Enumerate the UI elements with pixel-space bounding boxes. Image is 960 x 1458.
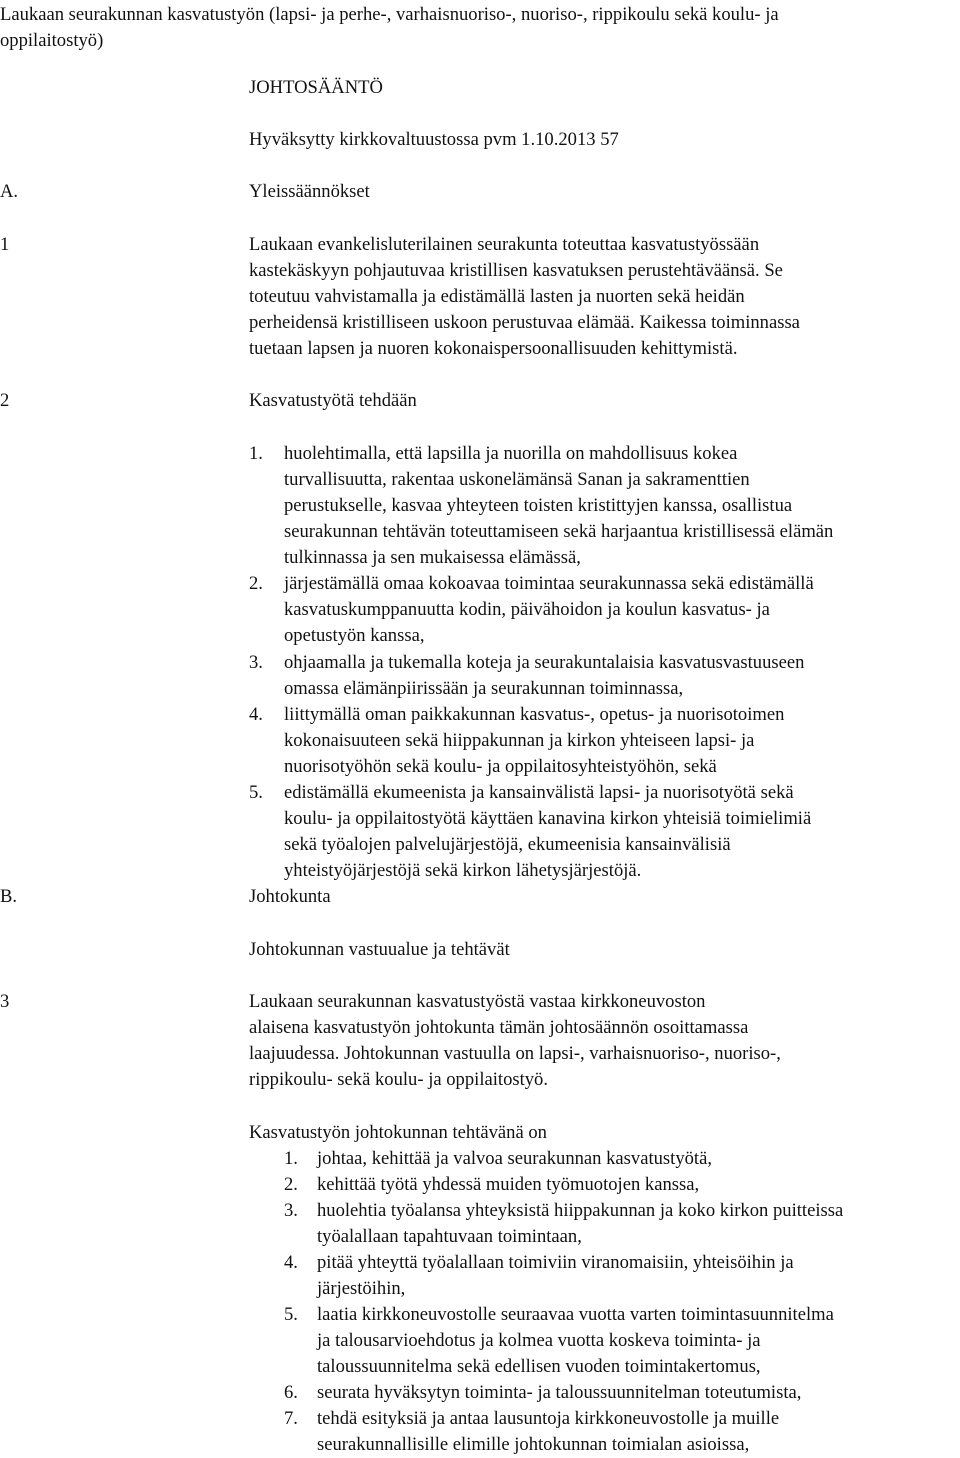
task-number: 7. <box>284 1408 298 1429</box>
task-line: seurakunnallisille elimille johtokunnan toimialan asioissa, <box>317 1434 750 1455</box>
task-line: ja talousarvioehdotus ja kolmea vuotta koskeva toiminta- ja <box>317 1330 761 1351</box>
list-item-line: opetustyön kanssa, <box>284 625 425 646</box>
list-item-line: tulkinnassa ja sen mukaisessa elämässä, <box>284 547 581 568</box>
list-item-line: edistämällä ekumeenista ja kansainvälistä lapsi- ja nuorisotyötä sekä <box>284 782 794 803</box>
paragraph-3-line: rippikoulu- sekä koulu- ja oppilaitostyö. <box>249 1069 549 1090</box>
approval-line: Hyväksytty kirkkovaltuustossa pvm 1.10.2013 57 <box>249 129 619 150</box>
paragraph-2-heading: Kasvatustyötä tehdään <box>249 390 417 411</box>
list-item-line: kasvatuskumppanuutta kodin, päivähoidon ja koulun kasvatus- ja <box>284 599 770 620</box>
paragraph-1-line: tuetaan lapsen ja nuoren kokonaispersoonallisuuden kehittymistä. <box>249 338 738 359</box>
task-number: 1. <box>284 1148 298 1169</box>
task-line: pitää yhteyttä työalallaan toimiviin viranomaisiin, yhteisöihin ja <box>317 1252 794 1273</box>
paragraph-3-number: 3 <box>0 991 10 1012</box>
task-line: seurata hyväksytyn toiminta- ja taloussuunnitelman toteutumista, <box>317 1382 802 1403</box>
task-line: tehdä esityksiä ja antaa lausuntoja kirkkoneuvostolle ja muille <box>317 1408 780 1429</box>
task-line: taloussuunnitelma sekä edellisen vuoden toimintakertomus, <box>317 1356 761 1377</box>
document-title-line-1: Laukaan seurakunnan kasvatustyön (lapsi- ja perhe-, varhaisnuoriso-, nuoriso-, rippikoulu sekä koulu- ja <box>0 4 779 25</box>
paragraph-1-number: 1 <box>0 234 10 255</box>
paragraph-1-line: perheidensä kristilliseen uskoon perustuvaa elämää. Kaikessa toiminnassa <box>249 312 800 333</box>
section-b-subheading: Johtokunnan vastuualue ja tehtävät <box>249 939 510 960</box>
list-item-line: perustukselle, kasvaa yhteyteen toisten kristittyjen kanssa, osallistua <box>284 495 793 516</box>
task-line: kehittää työtä yhdessä muiden työmuotojen kanssa, <box>317 1174 700 1195</box>
paragraph-1-line: kastekäskyyn pohjautuvaa kristillisen kasvatuksen perustehtäväänsä. Se <box>249 260 783 281</box>
task-line: järjestöihin, <box>317 1278 406 1299</box>
task-line: johtaa, kehittää ja valvoa seurakunnan kasvatustyötä, <box>317 1148 712 1169</box>
list-item-line: seurakunnan tehtävän toteuttamiseen sekä harjaantua kristillisessä elämän <box>284 521 834 542</box>
section-a-heading: Yleissäännökset <box>249 181 370 202</box>
paragraph-1-line: Laukaan evankelisluterilainen seurakunta toteuttaa kasvatustyössään <box>249 234 760 255</box>
list-item-line: järjestämällä omaa kokoavaa toimintaa seurakunnassa sekä edistämällä <box>284 573 814 594</box>
task-number: 4. <box>284 1252 298 1273</box>
paragraph-3-line: laajuudessa. Johtokunnan vastuulla on lapsi-, varhaisnuoriso-, nuoriso-, <box>249 1043 781 1064</box>
section-a-letter: A. <box>0 181 19 202</box>
paragraph-3-line: alaisena kasvatustyön johtokunta tämän johtosäännön osoittamassa <box>249 1017 749 1038</box>
list-item-line: yhteistyöjärjestöjä sekä kirkon lähetysjärjestöjä. <box>284 860 642 881</box>
list-item-line: liittymällä oman paikkakunnan kasvatus-, opetus- ja nuorisotoimen <box>284 704 785 725</box>
section-b-letter: B. <box>0 886 18 907</box>
list-item-number: 1. <box>249 443 263 464</box>
list-item-line: omassa elämänpiirissään ja seurakunnan toiminnassa, <box>284 678 684 699</box>
section-b-heading: Johtokunta <box>249 886 331 907</box>
task-number: 5. <box>284 1304 298 1325</box>
task-line: laatia kirkkoneuvostolle seuraavaa vuotta varten toimintasuunnitelma <box>317 1304 834 1325</box>
list-item-line: nuorisotyöhön sekä koulu- ja oppilaitosyhteistyöhön, sekä <box>284 756 717 777</box>
document-title-line-2: oppilaitostyö) <box>0 30 104 51</box>
task-number: 6. <box>284 1382 298 1403</box>
task-line: huolehtia työalansa yhteyksistä hiippakunnan ja koko kirkon puitteissa <box>317 1200 844 1221</box>
paragraph-3-line: Laukaan seurakunnan kasvatustyöstä vastaa kirkkoneuvoston <box>249 991 706 1012</box>
list-item-number: 3. <box>249 652 263 673</box>
paragraph-1-line: toteutuu vahvistamalla ja edistämällä lasten ja nuorten sekä heidän <box>249 286 745 307</box>
tasks-intro: Kasvatustyön johtokunnan tehtävänä on <box>249 1122 547 1143</box>
list-item-line: huolehtimalla, että lapsilla ja nuorilla on mahdollisuus kokea <box>284 443 738 464</box>
list-item-number: 2. <box>249 573 263 594</box>
list-item-line: sekä työalojen palvelujärjestöjä, ekumeenisia kansainvälisiä <box>284 834 731 855</box>
list-item-line: kokonaisuuteen sekä hiippakunnan ja kirkon yhteiseen lapsi- ja <box>284 730 755 751</box>
task-line: työalallaan tapahtuvaan toimintaan, <box>317 1226 582 1247</box>
task-number: 2. <box>284 1174 298 1195</box>
paragraph-2-number: 2 <box>0 390 10 411</box>
list-item-line: turvallisuutta, rakentaa uskonelämänsä Sanan ja sakramenttien <box>284 469 750 490</box>
list-item-number: 5. <box>249 782 263 803</box>
list-item-line: ohjaamalla ja tukemalla koteja ja seurakuntalaisia kasvatusvastuuseen <box>284 652 805 673</box>
document-type: JOHTOSÄÄNTÖ <box>249 77 383 98</box>
list-item-line: koulu- ja oppilaitostyötä käyttäen kanavina kirkon yhteisiä toimielimiä <box>284 808 812 829</box>
list-item-number: 4. <box>249 704 263 725</box>
task-number: 3. <box>284 1200 298 1221</box>
